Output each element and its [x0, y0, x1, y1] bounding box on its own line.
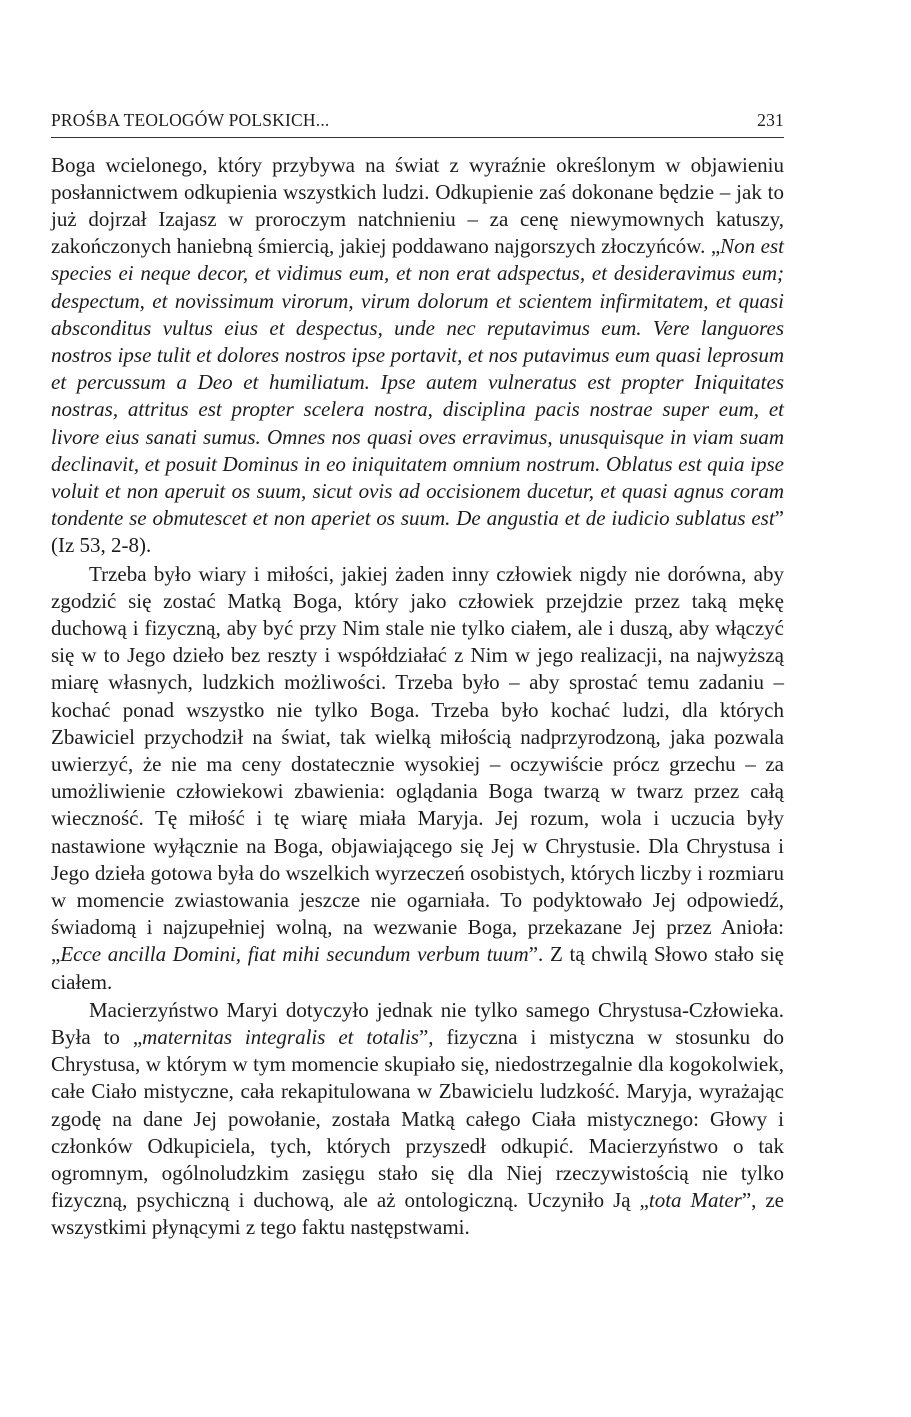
paragraph — [51, 561, 784, 996]
paragraph — [51, 152, 784, 560]
latin-quotation: Ecce ancilla Domini, fiat mihi secundum verbum tuum — [60, 942, 529, 967]
text-run: Boga wcielonego, który przybywa na świat z wyraźnie określonym w objawieniu posłannictwem odkupienia wszystkich ludzi. Odkupienie zaś dokonane będzie – jak to już dojrzał Izajasz w proroczym natchnieniu – za cenę niewymownych katuszy, zakończonych haniebną śmiercią, jakiej poddawano najgorszych złoczyńców. „ — [51, 152, 784, 259]
latin-phrase: tota Mater — [648, 1188, 742, 1213]
running-header — [51, 112, 784, 138]
text-run: Macierzyństwo Maryi dotyczyło jednak nie tylko samego Chrystusa-Człowieka. Była to „ — [51, 997, 784, 1049]
text-run: ”. Z tą chwilą Słowo stało się ciałem. — [51, 942, 784, 994]
text-run: Trzeba było wiary i miłości, jakiej żaden inny człowiek nigdy nie dorówna, aby zgodzić się zostać Matką Boga, który jako człowiek przejdzie przez taką mękę duchową i fizyczną, aby być przy Nim stale nie tylko ciałem, ale i duszą, aby włączyć się w to Jego dzieło bez reszty i współdziałać z Nim w jego realizacji, na najwyższą miarę własnych, ludzkich możliwości. Trzeba było – aby sprostać temu zadaniu – kochać ponad wszystko nie tylko Boga. Trzeba było kochać ludzi, dla których Zbawiciel przychodził na świat, tak wielką miłością nadprzyrodzoną, jaka pozwala uwierzyć, że nie ma ceny dostatecznie wysokiej – oczywiście prócz grzechu – za umożliwienie człowiekowi zbawienia: oglądania Boga twarzą w twarz przez całą wieczność. Tę miłość i tę wiarę miała Maryja. Jej rozum, wola i uczucia były nastawione wyłącznie na Boga, objawiającego się Jej w Chrystusie. Dla Chrystusa i Jego dzieła gotowa była do wszelkich wyrzeczeń osobistych, których liczby i rozmiaru w momencie zwiastowania jeszcze nie ogarniała. To podyktowało Jej odpowiedź, świadomą i najzupełniej wolną, na wezwanie Boga, przekazane Jej przez Anioła: „ — [51, 561, 784, 967]
paragraph — [51, 997, 784, 1242]
latin-quotation: Non est species ei neque decor, et vidimus eum, et non erat adspectus, et desideravimus eum; despectum, et novissimum virorum, virum dolorum et scientem infirmitatem, et quasi absconditus vultus eius et despectus, unde nec reputavimus eum. Vere languores nostros ipse tulit et dolores nostros ipse portavit, et nos putavimus eum quasi leprosum et percussum a Deo et humiliatum. Ipse autem vulneratus est propter Iniquitates nostras, attritus est propter scelera nostra, disciplina pacis nostrae super eum, et livore eius sanati sumus. Omnes nos quasi oves erravimus, unusquisque in viam suam declinavit, et posuit Dominus in eo iniquitatem omnium nostrum. Oblatus est quia ipse voluit et non aperuit os suum, sicut ovis ad occisionem ducetur, et quasi agnus coram tondente se obmutescet et non aperiet os suum. De angustia et de iudicio sublatus est — [51, 234, 785, 531]
text-run: ”, ze wszystkimi płynącymi z tego faktu następstwami. — [51, 1188, 785, 1240]
body-text — [51, 152, 784, 1242]
latin-phrase: maternitas integralis et totalis — [142, 1025, 419, 1049]
page-number: 231 — [757, 110, 784, 130]
book-page — [51, 112, 784, 1242]
citation: ” (Iz 53, 2-8). — [51, 506, 784, 558]
text-run: ”, fizyczna i mistyczna w stosunku do Chrystusa, w którym w tym momencie skupiało się, niedostrzegalnie dla kogokolwiek, całe Ciało mistyczne, cała rekapitulowana w Zbawicielu ludzkość. Maryja, wyrażając zgodę na dane Jej powołanie, została Matką całego Ciała mistycznego: Głowy i członków Odkupiciela, tych, których przyszedł odkupić. Macierzyństwo o tak ogromnym, ogólnoludzkim zasięgu stało się dla Niej rzeczywistością nie tylko fizyczną, psychiczną i duchową, ale aż ontologiczną. Uczyniło Ją „ — [51, 1025, 784, 1213]
running-title: PROŚBA TEOLOGÓW POLSKICH... — [51, 110, 330, 130]
